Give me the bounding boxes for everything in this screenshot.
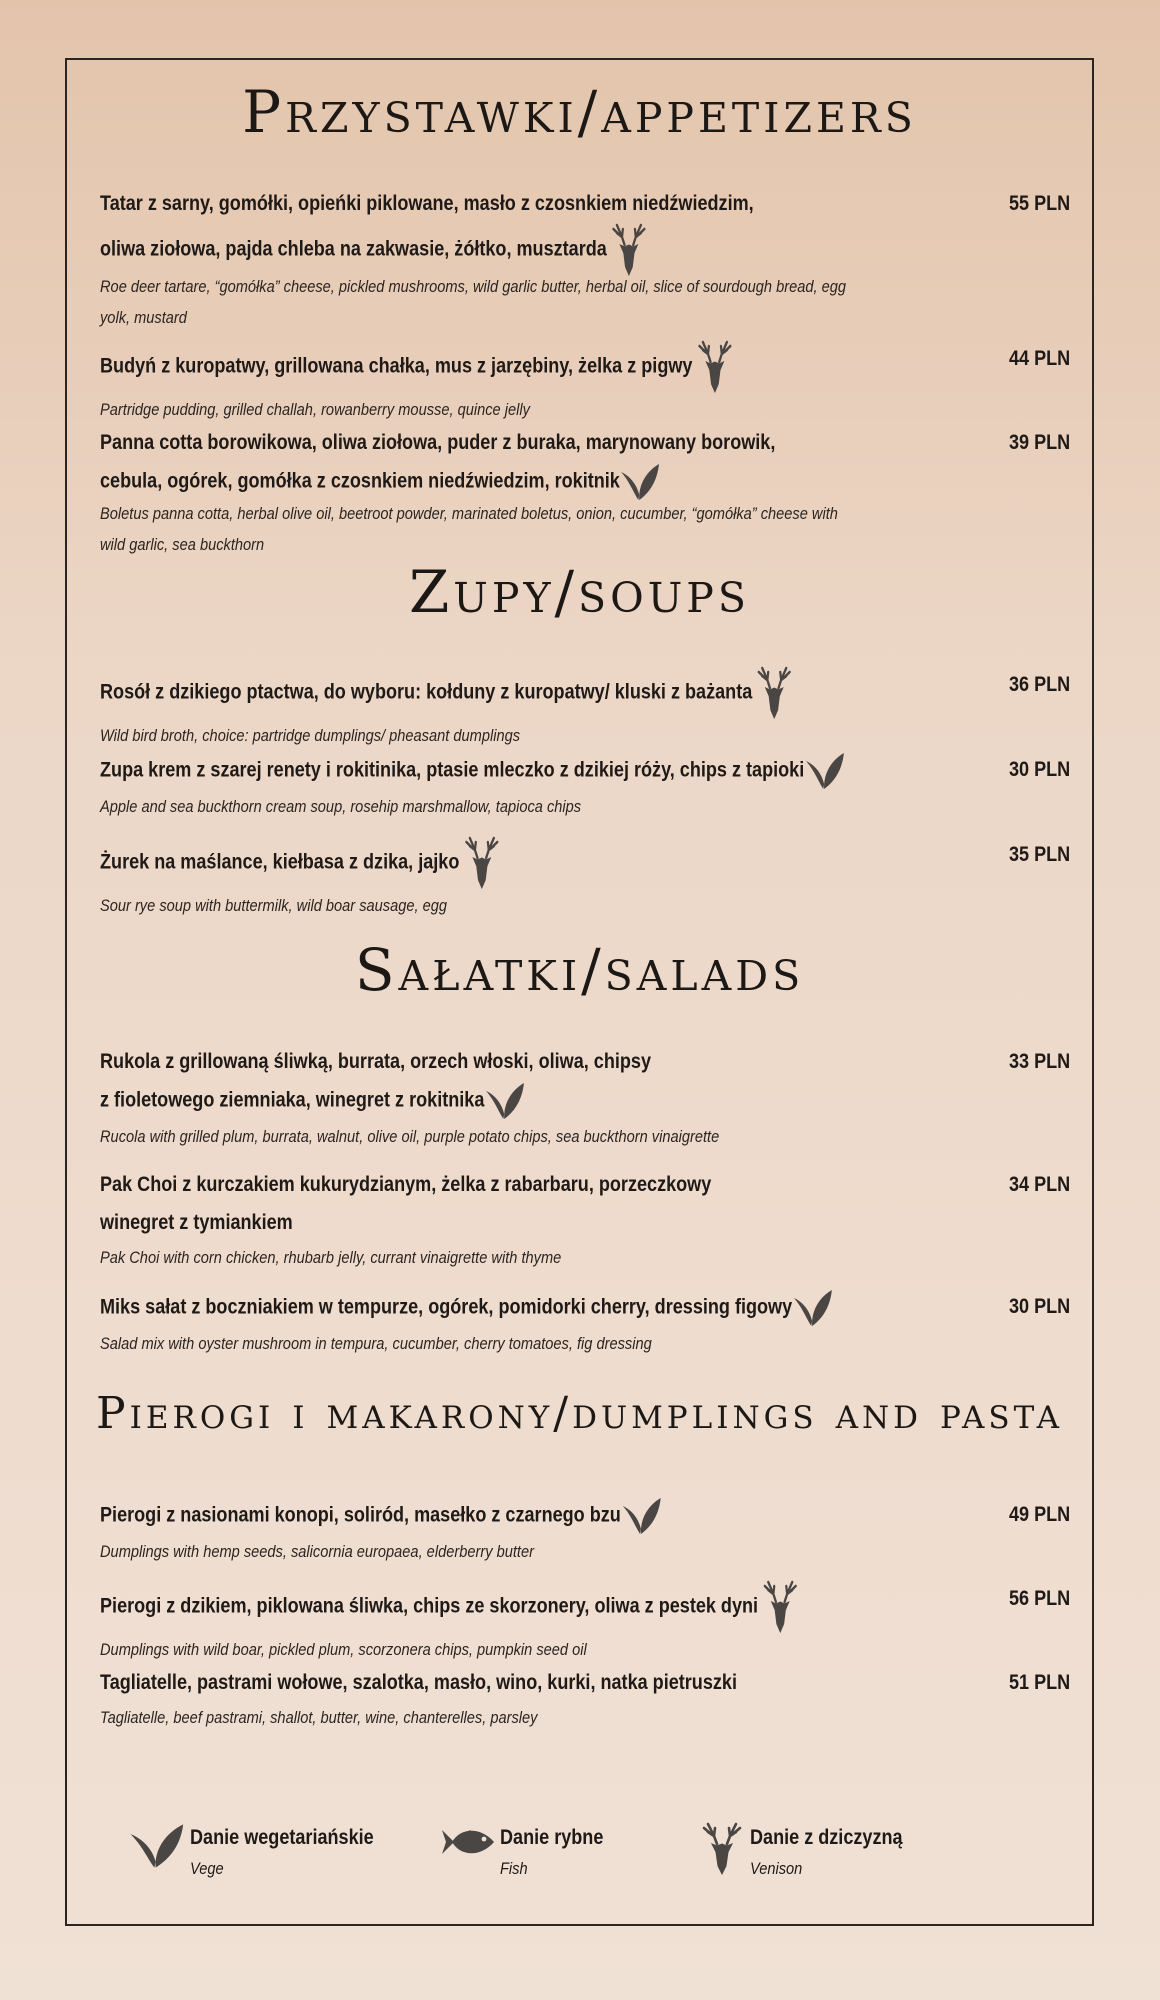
item-name: Żurek na maślance, kiełbasa z dzika, jajko (100, 850, 460, 874)
item-price: 39 PLN (1008, 431, 1070, 454)
item-name: Pierogi z dzikiem, piklowana śliwka, chips ze skorzonery, oliwa z pestek dyni (100, 1594, 759, 1618)
item-name-cont: z fioletowego ziemniaka, winegret z rokitnika (100, 1088, 485, 1112)
menu-item (100, 1580, 1070, 1665)
legend-vege (128, 1822, 404, 1884)
menu-item (100, 666, 1070, 751)
legend-fish (438, 1822, 620, 1884)
item-price: 35 PLN (1008, 843, 1070, 866)
section-title-pasta: Pierogi i makarony/dumplings and pasta (96, 1388, 1063, 1439)
deer-icon (754, 666, 795, 720)
item-price: 56 PLN (1008, 1587, 1070, 1610)
item-price: 51 PLN (1008, 1671, 1070, 1694)
menu-item (100, 1166, 1070, 1273)
item-description-cont: yolk, mustard (100, 308, 187, 327)
section-title-appetizers: Przystawki/appetizers (242, 78, 917, 146)
menu-item (100, 836, 1070, 921)
leaf-icon (486, 1081, 526, 1121)
legend-label: Danie z dziczyzną (750, 1826, 903, 1849)
item-description: Partridge pudding, grilled challah, rowanberry mousse, quince jelly (100, 400, 530, 419)
item-name: Pak Choi z kurczakiem kukurydzianym, żelka z rabarbaru, porzeczkowy (100, 1173, 712, 1196)
item-description: Tagliatelle, beef pastrami, shallot, butter, wine, chanterelles, parsley (100, 1708, 538, 1727)
deer-icon (760, 1580, 801, 1634)
leaf-icon (130, 1822, 186, 1870)
item-description: Roe deer tartare, “gomółka” cheese, pickled mushrooms, wild garlic butter, herbal oil, slice of sourdough bread, egg (100, 277, 847, 296)
leaf-icon (794, 1288, 834, 1328)
item-name-cont: winegret z tymiankiem (100, 1211, 293, 1234)
menu-item (100, 1664, 1070, 1733)
item-description: Sour rye soup with buttermilk, wild boar sausage, egg (100, 896, 447, 915)
item-description: Pak Choi with corn chicken, rhubarb jelly, currant vinaigrette with thyme (100, 1248, 562, 1267)
item-description: Wild bird broth, choice: partridge dumplings/ pheasant dumplings (100, 726, 521, 745)
item-name-cont: oliwa ziołowa, pajda chleba na zakwasie, żółtko, musztarda (100, 237, 607, 261)
item-description-cont: wild garlic, sea buckthorn (100, 535, 265, 554)
item-description: Dumplings with wild boar, pickled plum, scorzonera chips, pumpkin seed oil (100, 1640, 587, 1659)
leaf-icon (623, 1496, 663, 1536)
menu-item (100, 424, 1070, 560)
item-name-cont: cebula, ogórek, gomółka z czosnkiem niedźwiedzim, rokitnik (100, 469, 620, 493)
menu-item (100, 1043, 1070, 1152)
section-title-soups: Zupy/soups (409, 558, 750, 626)
item-description: Dumplings with hemp seeds, salicornia europaea, elderberry butter (100, 1542, 534, 1561)
menu-item (100, 1496, 1070, 1567)
item-name: Miks sałat z boczniakiem w tempurze, ogórek, pomidorki cherry, dressing figowy (100, 1295, 793, 1319)
item-description: Rucola with grilled plum, burrata, walnut, olive oil, purple potato chips, sea buckthorn vinaigrette (100, 1127, 720, 1146)
item-description: Salad mix with oyster mushroom in tempura, cucumber, cherry tomatoes, fig dressing (100, 1334, 652, 1353)
legend-sublabel: Venison (750, 1859, 803, 1878)
menu-item (100, 751, 1070, 822)
item-price: 30 PLN (1008, 758, 1070, 781)
item-name: Rosół z dzikiego ptactwa, do wyboru: kołduny z kuropatwy/ kluski z bażanta (100, 680, 753, 704)
menu-item (100, 340, 1070, 425)
item-description: Boletus panna cotta, herbal olive oil, beetroot powder, marinated boletus, onion, cucumber, “gomółka” cheese with (100, 504, 838, 523)
item-name: Tagliatelle, pastrami wołowe, szalotka, masło, wino, kurki, natka pietruszki (100, 1671, 737, 1694)
item-price: 55 PLN (1008, 192, 1070, 215)
legend-venison (696, 1822, 927, 1884)
deer-icon (698, 1822, 746, 1876)
item-price: 49 PLN (1008, 1503, 1070, 1526)
item-price: 36 PLN (1008, 673, 1070, 696)
deer-icon (694, 340, 735, 394)
item-name: Panna cotta borowikowa, oliwa ziołowa, puder z buraka, marynowany borowik, (100, 431, 776, 454)
menu-item (100, 185, 1070, 333)
legend-label: Danie rybne (500, 1826, 604, 1849)
item-price: 33 PLN (1008, 1050, 1070, 1073)
legend-sublabel: Fish (500, 1859, 528, 1878)
deer-icon (609, 223, 650, 277)
item-description: Apple and sea buckthorn cream soup, rosehip marshmallow, tapioca chips (100, 797, 582, 816)
item-price: 34 PLN (1008, 1173, 1070, 1196)
item-name: Pierogi z nasionami konopi, soliród, masełko z czarnego bzu (100, 1503, 621, 1527)
leaf-icon (622, 462, 662, 502)
leaf-icon (806, 751, 846, 791)
fish-icon (440, 1822, 496, 1862)
item-price: 44 PLN (1008, 347, 1070, 370)
legend-label: Danie wegetariańskie (190, 1826, 374, 1849)
deer-icon (461, 836, 502, 890)
legend-sublabel: Vege (190, 1859, 224, 1878)
item-price: 30 PLN (1008, 1295, 1070, 1318)
item-name: Rukola z grillowaną śliwką, burrata, orzech włoski, oliwa, chipsy (100, 1050, 651, 1073)
item-name: Budyń z kuropatwy, grillowana chałka, mus z jarzębiny, żelka z pigwy (100, 354, 693, 378)
item-name: Tatar z sarny, gomółki, opieńki piklowane, masło z czosnkiem niedźwiedzim, (100, 192, 754, 215)
section-title-salads: Sałatki/salads (354, 936, 805, 1004)
item-name: Zupa krem z szarej renety i rokitinika, ptasie mleczko z dzikiej róży, chips z tapioki (100, 758, 805, 782)
menu-item (100, 1288, 1070, 1359)
